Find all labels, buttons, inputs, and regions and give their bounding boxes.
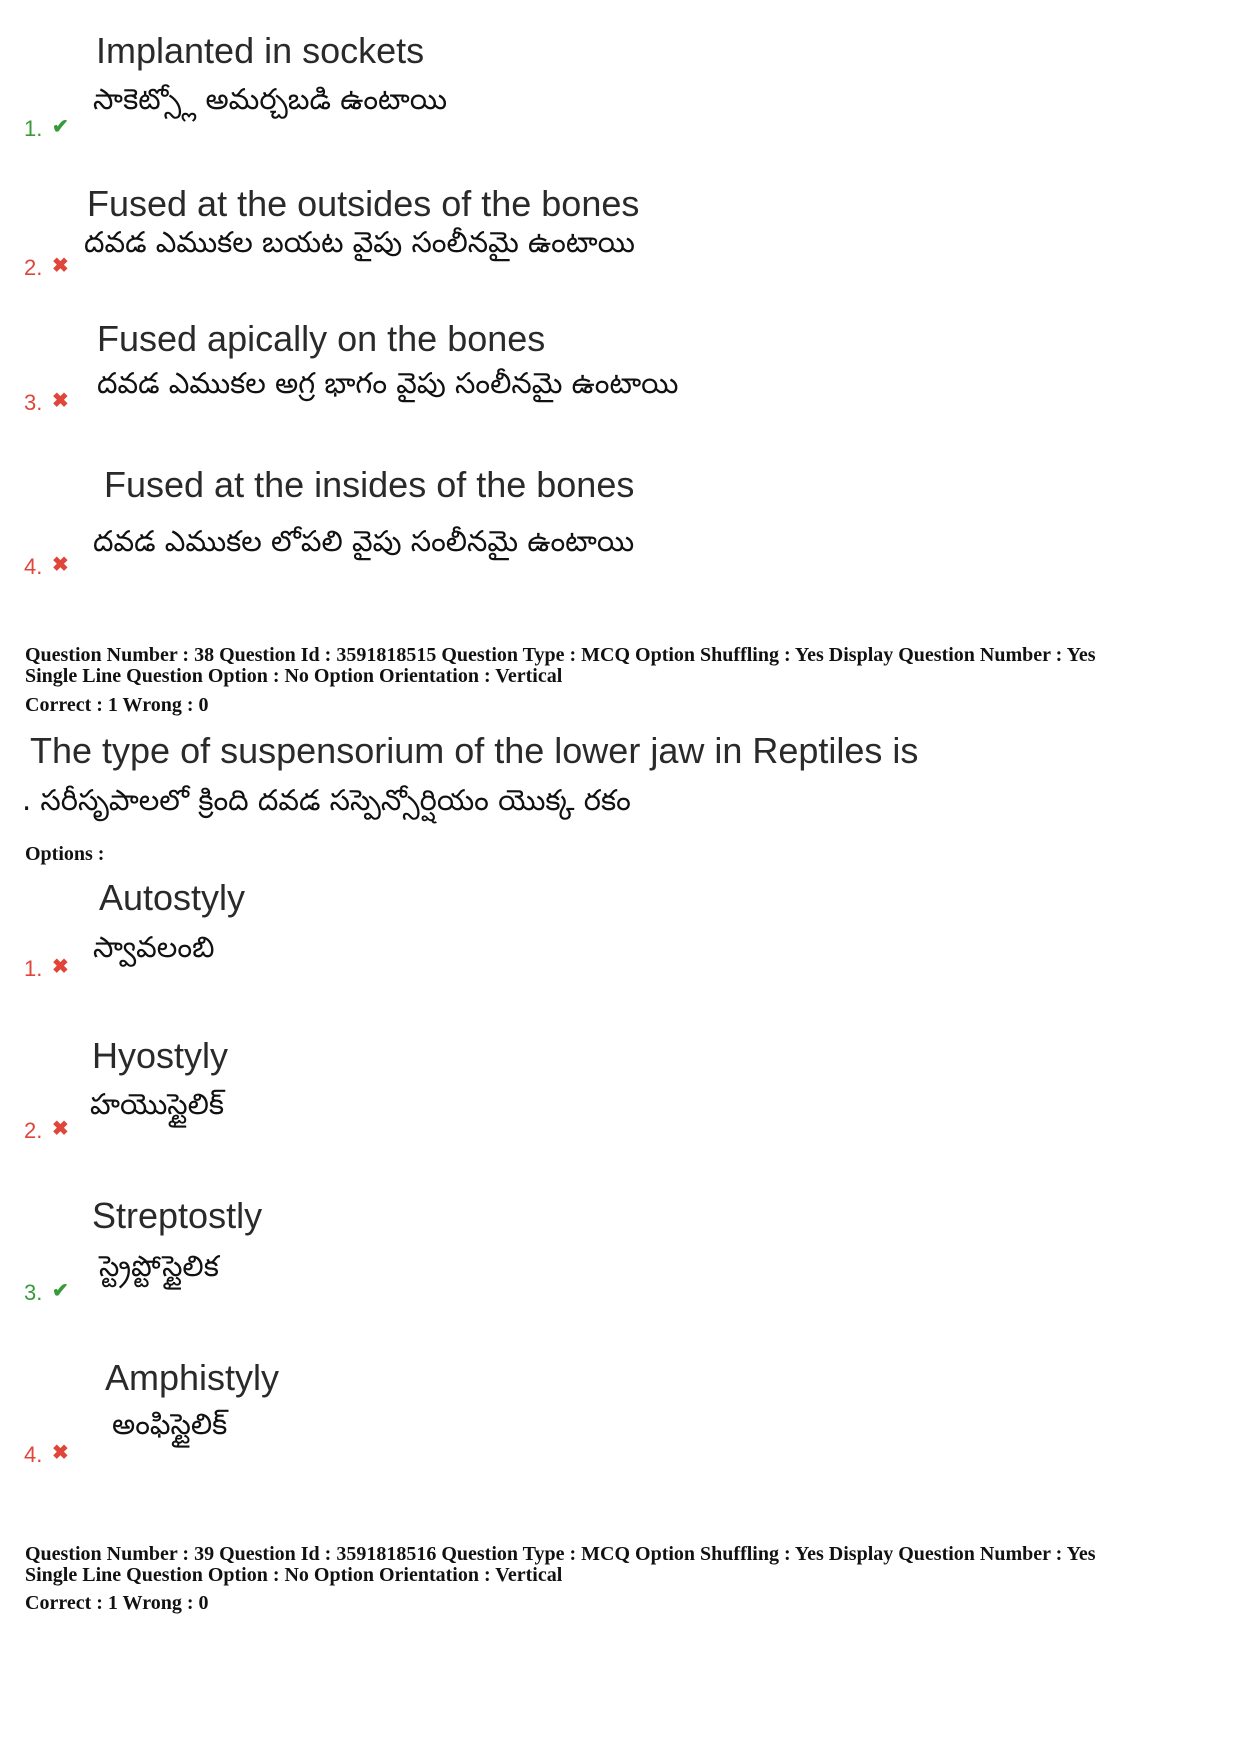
option-text-english: Fused apically on the bones — [97, 318, 546, 359]
option-number: 2. — [24, 1118, 43, 1143]
option-text-telugu: దవడ ఎముకల అగ్ర భాగం వైపు సంలీనమై ఉంటాయి — [97, 366, 679, 400]
cross-icon: ✖ — [52, 554, 69, 576]
option-text-english: Streptostly — [92, 1195, 263, 1236]
metadata-line-2: Single Line Question Option : No Option Orientation : Vertical — [25, 665, 563, 687]
option-number: 2. — [24, 255, 43, 280]
option-text-english: Amphistyly — [105, 1357, 280, 1398]
option-text-english: Implanted in sockets — [96, 30, 425, 71]
option-text-telugu: స్ట్రెప్టోస్టైలిక — [99, 1249, 219, 1283]
option-text-english: Fused at the insides of the bones — [104, 464, 635, 505]
option-number: 3. — [24, 390, 43, 415]
question-metadata — [25, 645, 1225, 687]
marks-line: Correct : 1 Wrong : 0 — [25, 1592, 209, 1614]
option-text-english: Hyostyly — [92, 1035, 229, 1076]
metadata-line-1: Question Number : 38 Question Id : 3591818515 Question Type : MCQ Option Shuffling : Yes Display Question Number : Yes — [25, 644, 1096, 666]
option-text-telugu: అంఫిస్టైలిక్ — [112, 1407, 228, 1441]
options-label: Options : — [25, 843, 105, 865]
option-text-telugu: దవడ ఎముకల బయట వైపు సంలీనమై ఉంటాయి — [84, 225, 635, 259]
option-text-english: Autostyly — [99, 877, 246, 918]
cross-icon: ✖ — [52, 390, 69, 412]
cross-icon: ✖ — [52, 255, 69, 277]
cross-icon: ✖ — [52, 1118, 69, 1140]
option-text-english: Fused at the outsides of the bones — [87, 183, 640, 224]
cross-icon: ✖ — [52, 1442, 69, 1464]
cross-icon: ✖ — [52, 956, 69, 978]
option-text-telugu: స్వావలంబి — [93, 930, 215, 964]
option-text-telugu: సాకెట్స్లో అమర్చబడి ఉంటాయి — [93, 82, 448, 116]
question-text-telugu: . సరీసృపాలలో క్రింది దవడ సస్పెన్సోర్షియం యొక్క రకం — [22, 783, 631, 817]
option-number: 4. — [24, 1442, 43, 1467]
option-number: 4. — [24, 554, 43, 579]
check-icon: ✔ — [52, 1280, 69, 1302]
check-icon: ✔ — [52, 116, 69, 138]
option-text-telugu: హయొస్టైలిక్ — [90, 1087, 225, 1121]
option-number: 3. — [24, 1280, 43, 1305]
metadata-line-2: Single Line Question Option : No Option Orientation : Vertical — [25, 1564, 563, 1586]
question-text-english: The type of suspensorium of the lower jaw in Reptiles is — [30, 730, 919, 771]
metadata-line-1: Question Number : 39 Question Id : 3591818516 Question Type : MCQ Option Shuffling : Yes Display Question Number : Yes — [25, 1543, 1096, 1565]
marks-line: Correct : 1 Wrong : 0 — [25, 694, 209, 716]
option-number: 1. — [24, 116, 43, 141]
question-metadata — [25, 1544, 1225, 1586]
option-number: 1. — [24, 956, 43, 981]
option-text-telugu: దవడ ఎముకల లోపలి వైపు సంలీనమై ఉంటాయి — [93, 524, 635, 558]
